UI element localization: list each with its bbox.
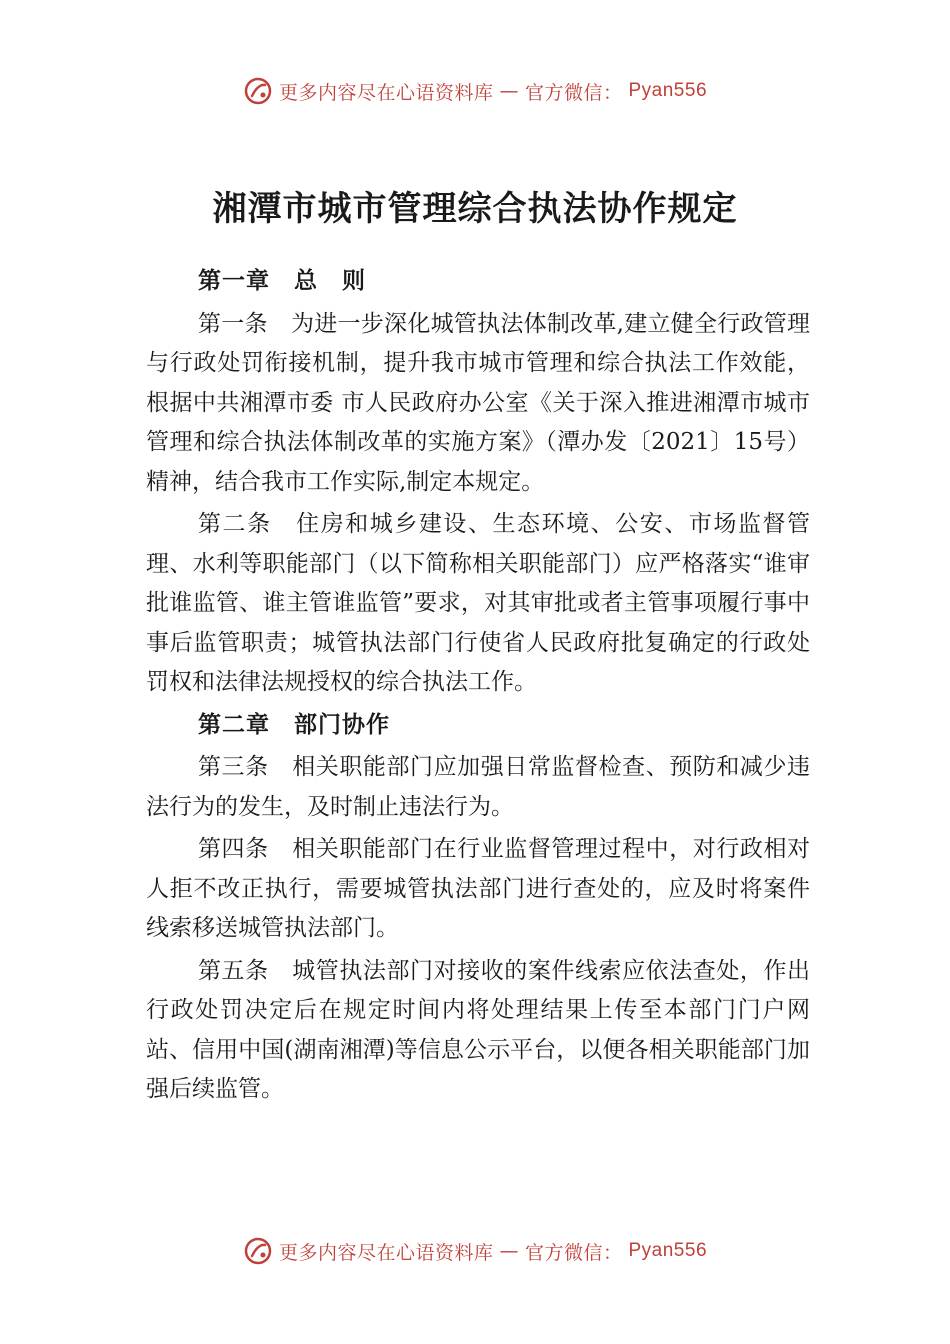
watermark-text: 更多内容尽在心语资料库 (278, 1241, 494, 1264)
article-5: 第五条 城管执法部门对接收的案件线索应依法查处，作出行政处罚决定后在规定时间内将处理结果上传至本部门门户网站、信用中国(湖南湘潭)等信息公示平台，以便各相关职能部门加强后续监管。 (146, 957, 810, 1102)
document-title: 湘潭市城市管理综合执法协作规定 (212, 188, 738, 229)
watermark-wechat-id: Pyan556 (628, 80, 708, 101)
document-body (146, 262, 810, 1113)
article-4: 第四条 相关职能部门在行业监督管理过程中，对行政相对人拒不改正执行，需要城管执法部门进行查处的，应及时将案件线索移送城管执法部门。 (146, 836, 810, 941)
watermark-logo-icon (243, 1236, 273, 1266)
chapter-heading-2: 第二章 部门协作 (198, 711, 390, 738)
article-3: 第三条 相关职能部门应加强日常监督检查、预防和减少违法行为的发生，及时制止违法行为。 (146, 754, 810, 820)
article-1: 第一条 为进一步深化城管执法体制改革,建立健全行政管理与行政处罚衔接机制，提升我市城市管理和综合执法工作效能，根据中共湘潭市委 市人民政府办公室《关于深入推进湘潭市城市管理和综合执法体制改革的实施方案》（潭办发〔2021〕15号）精神，结合我市工作实际,制定本规定。 (146, 310, 810, 495)
watermark-wechat-label: 官方微信： (524, 1241, 623, 1264)
watermark-footer (0, 1236, 950, 1266)
watermark-wechat-label: 官方微信： (524, 81, 623, 104)
chapter-heading-1: 第一章 总 则 (198, 268, 366, 294)
watermark-separator: — (499, 1240, 519, 1262)
watermark-wechat-id: Pyan556 (628, 1240, 708, 1261)
watermark-header (0, 76, 950, 106)
watermark-separator: — (499, 80, 519, 102)
article-2: 第二条 住房和城乡建设、生态环境、公安、市场监督管理、水利等职能部门（以下简称相关职能部门）应严格落实“谁审批谁监管、谁主管谁监管”要求，对其审批或者主管事项履行事中事后监管职责；城管执法部门行使省人民政府批复确定的行政处罚权和法律法规授权的综合执法工作。 (146, 511, 810, 695)
watermark-text: 更多内容尽在心语资料库 (278, 81, 494, 104)
watermark-logo-icon (243, 76, 273, 106)
